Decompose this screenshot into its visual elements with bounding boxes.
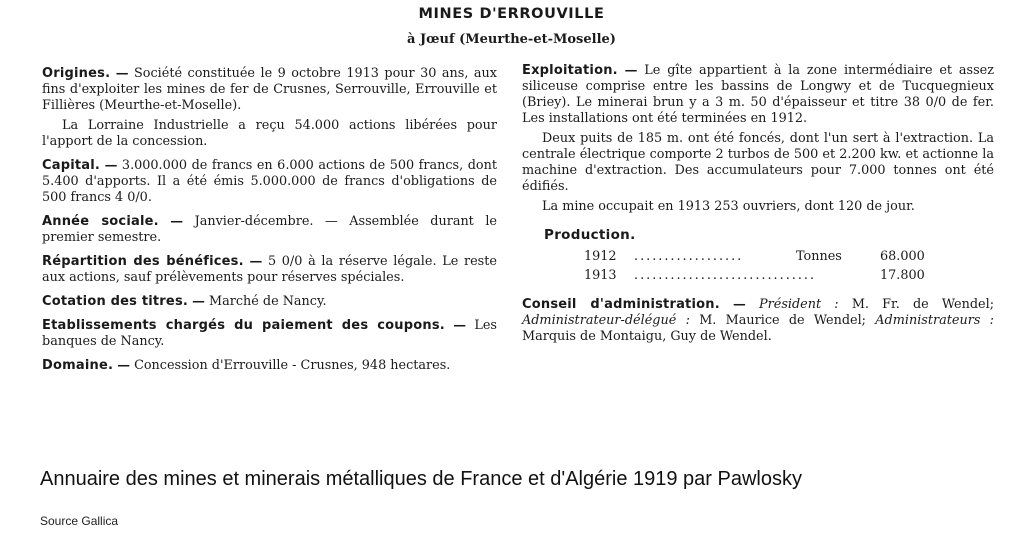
- delegue-name: M. Maurice de Wendel;: [699, 313, 866, 328]
- admins-names: Marquis de Montaigu, Guy de Wendel.: [522, 329, 772, 344]
- origines-heading: Origines.: [42, 66, 111, 81]
- section-repartition: [42, 254, 497, 286]
- section-conseil: [522, 297, 994, 345]
- domaine-text: Concession d'Errouville - Crusnes, 948 hectares.: [134, 358, 451, 373]
- production-heading: Production.: [544, 227, 636, 243]
- exploitation-text3: La mine occupait en 1913 253 ouvriers, dont 120 de jour.: [542, 199, 915, 214]
- exploitation-text2: Deux puits de 185 m. ont été foncés, dont l'un sert à l'extraction. La centrale électrique comporte 2 turbos de 500 et 2.200 kw. et actionne la machine d'extraction. Des accumulateurs pour 7.000 tonnes ont été édifiés.: [522, 131, 994, 194]
- dash: —: [192, 294, 205, 309]
- image-caption: Annuaire des mines et minerais métalliques de France et d'Algérie 1919 par Pawlosky: [40, 468, 802, 490]
- cotation-text: Marché de Nancy.: [208, 294, 327, 309]
- etablissements-heading: Etablissements chargés du paiement des coupons.: [42, 318, 445, 333]
- dash: —: [249, 254, 263, 269]
- dash: —: [104, 158, 118, 173]
- origines-text2: La Lorraine Industrielle a reçu 54.000 actions libérées pour l'apport de la concession.: [42, 118, 497, 149]
- annee-sociale-heading: Année sociale.: [42, 214, 159, 229]
- production-table: [584, 249, 994, 287]
- section-cotation: [42, 294, 497, 310]
- origines-text: Société constituée le 9 octobre 1913 pour 30 ans, aux fins d'exploiter les mines de fer de Crusnes, Serrouville, Errouville et Fillières (Meurthe-et-Moselle).: [42, 66, 497, 113]
- dash: —: [453, 318, 467, 333]
- section-domaine: [42, 358, 497, 374]
- page-subtitle: à Jœuf (Meurthe-et-Moselle): [407, 32, 616, 47]
- section-capital: [42, 158, 497, 206]
- page-title: MINES D'ERROUVILLE: [418, 6, 605, 22]
- section-annee-sociale: [42, 214, 497, 246]
- section-exploitation: [522, 63, 994, 127]
- capital-heading: Capital.: [42, 158, 101, 173]
- production-value: 68.000: [880, 249, 925, 264]
- source-credit: Source Gallica: [40, 514, 119, 528]
- production-unit: Tonnes: [796, 249, 842, 264]
- delegue-label: Administrateur-délégué :: [522, 313, 690, 328]
- dash: —: [117, 358, 130, 373]
- production-dots: ..................: [634, 249, 744, 264]
- domaine-heading: Domaine.: [42, 358, 114, 373]
- section-origines: [42, 66, 497, 114]
- right-column: [522, 63, 994, 349]
- admins-label: Administrateurs :: [875, 313, 994, 328]
- cotation-heading: Cotation des titres.: [42, 294, 189, 309]
- dash: —: [733, 297, 746, 312]
- dash: —: [170, 214, 184, 229]
- repartition-heading: Répartition des bénéfices.: [42, 254, 244, 269]
- exploitation-text: Le gîte appartient à la zone intermédiaire et assez siliceuse comprise entre les bassins de Longwy et de Tucquegnieux (Briey). Le minerai brun y a 3 m. 50 d'épaisseur et titre 38 0/0 de fer. Les installations ont été terminées en 1912.: [522, 63, 994, 126]
- dash: —: [115, 66, 129, 81]
- production-value: 17.800: [880, 268, 925, 283]
- section-etablissements: [42, 318, 497, 350]
- annee-sociale-text: Janvier-décembre. — Assemblée durant le premier semestre.: [42, 214, 497, 245]
- left-column: [42, 66, 497, 378]
- dash: —: [624, 63, 638, 78]
- conseil-heading: Conseil d'administration.: [522, 297, 720, 312]
- production-year: 1912: [584, 249, 617, 264]
- etablissements-text: Les banques de Nancy.: [42, 318, 497, 349]
- capital-text: 3.000.000 de francs en 6.000 actions de 500 francs, dont 5.400 d'apports. Il a été émis 5.000.000 de francs d'obligations de 500 francs 4 0/0.: [42, 158, 497, 205]
- repartition-text: 5 0/0 à la réserve légale. Le reste aux actions, sauf prélèvements pour réserves spéciales.: [42, 254, 497, 285]
- production-year: 1913: [584, 268, 617, 283]
- president-label: Président :: [759, 297, 839, 312]
- exploitation-heading: Exploitation.: [522, 63, 618, 78]
- president-name: M. Fr. de Wendel;: [851, 297, 995, 312]
- production-dots: ..............................: [634, 268, 817, 283]
